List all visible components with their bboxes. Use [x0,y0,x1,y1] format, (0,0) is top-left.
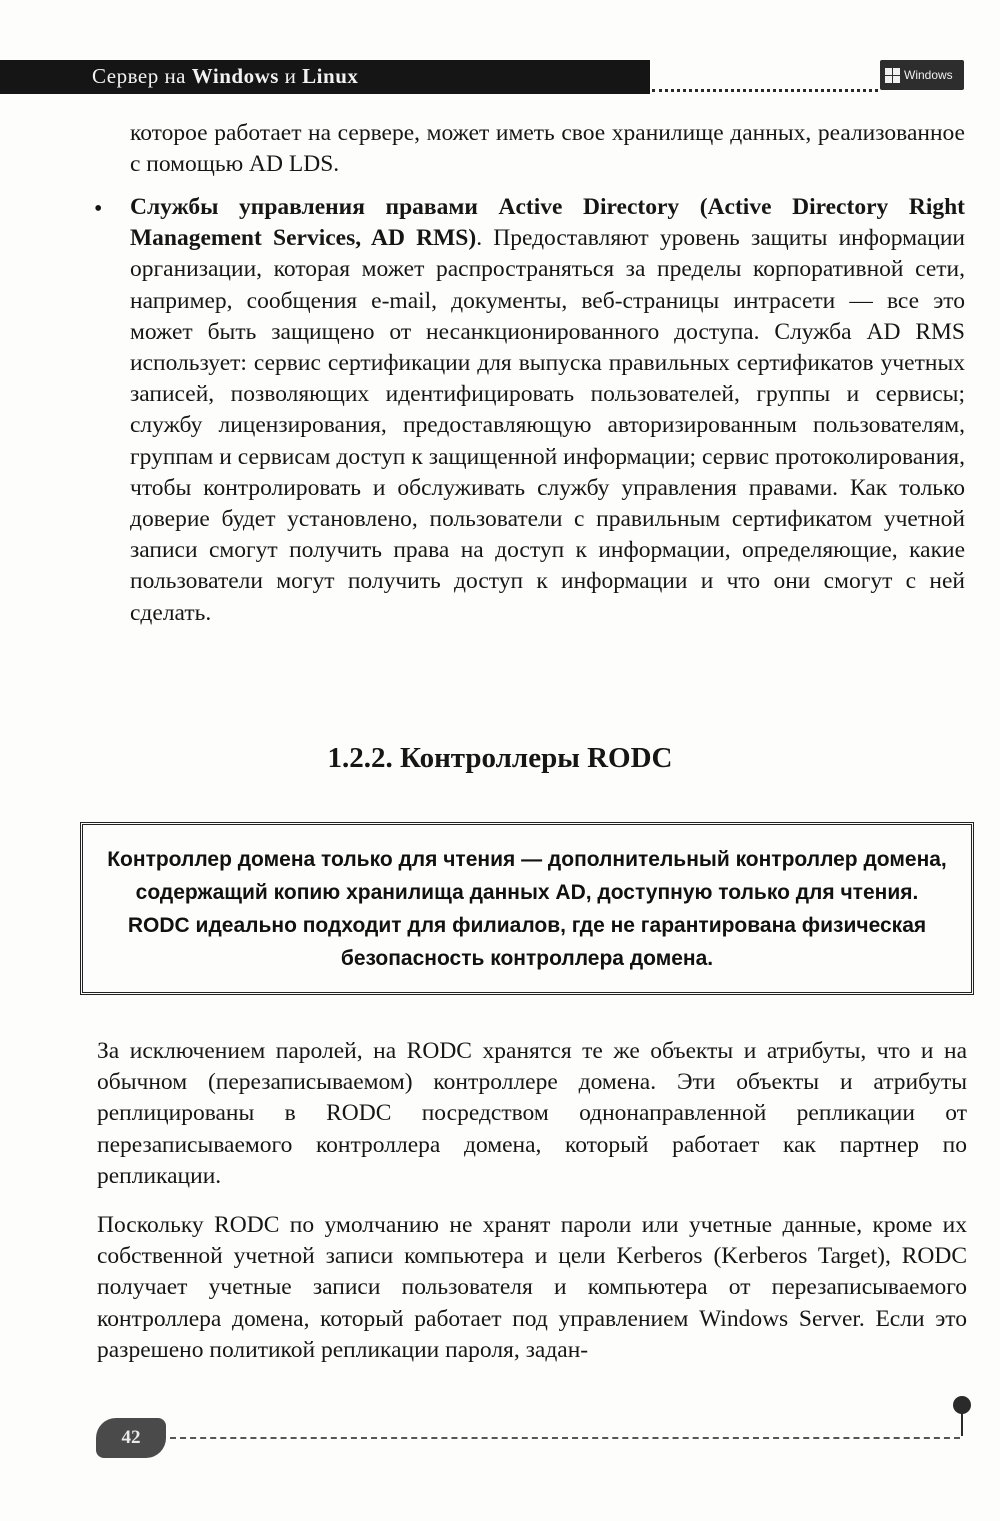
windows-flag-icon [885,68,900,83]
page-number: 42 [121,1427,141,1448]
bullet-icon: • [94,196,103,222]
header-dotted-rule [652,89,878,92]
running-header-title: Сервер на Windows и Linux [92,64,359,88]
definition-text: Контроллер домена только для чтения — дополнительный контроллер домена, содержащий копию хранилища данных AD, доступную только для чтения. RODC идеально подходит для филиалов, где не гарантирована физическая безопасность контроллера домена. [107,848,947,970]
footer-dashed-rule [170,1437,960,1439]
pin-stem [961,1412,963,1436]
bullet-description: . Предоставляют уровень защиты информации организации, которая может распространяться за пределы корпоративной сети, например, сообщения e-mail, документы, веб-страницы интрасети — все это может быть защищено от несанкционированного доступа. Служба AD RMS использует: сервис сертификации для выпуска правильных сертификатов учетных записей, позволяющих идентифицировать пользователей, группы и сервисы; службу лицензирования, предоставляющую авторизированным пользователям, группам и сервисам доступ к защищенной информации; сервис протоколирования, чтобы контролировать и обслуживать службу управления правами. Как только доверие будет установлено, пользователи с правильным сертификатом учетной записи смогут получить права на доступ к информации, определяющие, какие пользователи могут получить доступ к информации и что они смогут с ней сделать. [130,225,965,626]
body-paragraph-2: Поскольку RODC по умолчанию не хранят пароли или учетные данные, кроме их собственной учетной записи компьютера и цели Kerberos (Kerberos Target), RODC получает учетные записи пользователя и компьютера от перезаписываемого контроллера домена, который работает под управлением Windows Server. Если это разрешено политикой репликации пароля, задан- [97,1212,967,1363]
page-number-badge [96,1418,166,1458]
paragraph-continuation: которое работает на сервере, может иметь свое хранилище данных, реализованное с помощью AD LDS. [130,120,965,178]
bullet-paragraph-ad-rms [130,192,965,629]
section-heading: 1.2.2. Контроллеры RODC [327,742,673,774]
body-paragraph-1: За исключением паролей, на RODC хранятся те же объекты и атрибуты, что и на обычном (перезаписываемом) контроллере домена. Эти объекты и атрибуты реплицированы в RODC посредством однонаправленной репликации от перезаписываемого контроллера домена, который работает как партнер по репликации. [97,1038,967,1189]
windows-logo-text: Windows [904,68,953,82]
bullet-term: Службы управления правами Active Directory (Active Directory Right Management Services, AD RMS) [130,194,965,252]
definition-box [80,822,974,995]
windows-logo [880,60,964,90]
